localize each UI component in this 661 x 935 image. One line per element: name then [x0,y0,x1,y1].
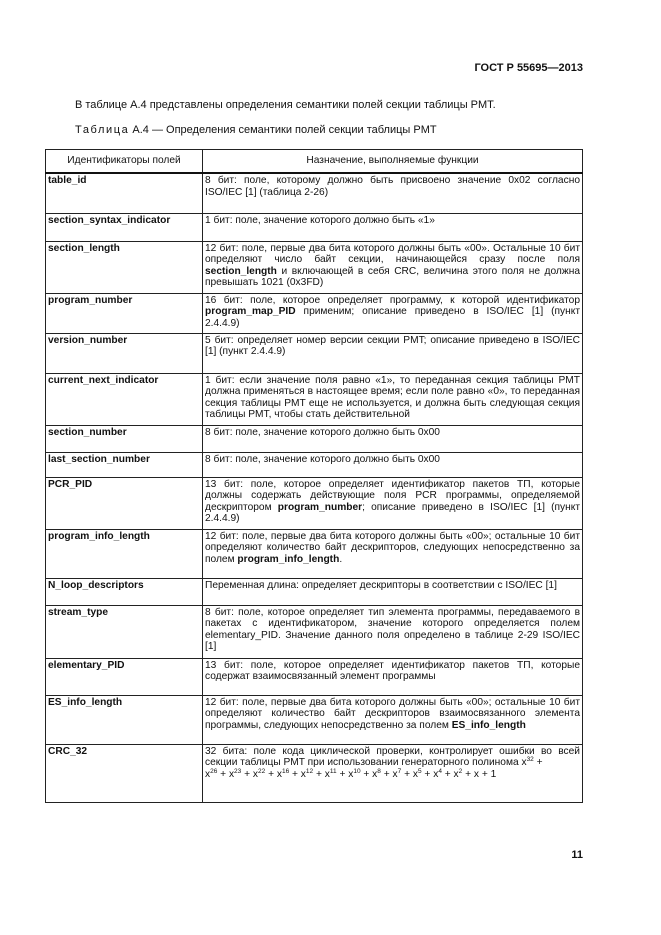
field-description: 5 бит: определяет номер версии секции PMT; описание приведено в ISO/IEC [1] (пункт 2.4.4.9) [203,333,583,373]
crc-polynomial: $x^{26} + x^{23} + x^{22} + x^{16} + x^{12} + x^{11} + x^{10} + x^8 + x^7 + x^5 + x^4 + x^2 + x + 1$ [205,767,497,780]
intro-paragraph: В таблице А.4 представлены определения семантики полей секции таблицы PMT. [75,99,496,111]
field-name: program_info_length [46,529,203,578]
field-name: ES_info_length [46,695,203,744]
field-description: Переменная длина: определяет дескрипторы в соответствии с ISO/IEC [1] [203,578,583,605]
field-description: 13 бит: поле, которое определяет идентификатор пакетов ТП, которые должны содержать действующие поля PCR программы, определяемой дескриптором program_number; описание приведено в ISO/IEC [1] (пункт 2.4.4.9) [203,477,583,529]
field-name: N_loop_descriptors [46,578,203,605]
field-name: current_next_indicator [46,373,203,425]
table-row [46,578,583,605]
field-description: 13 бит: поле, которое определяет идентификатор пакетов ТП, которые содержат взаимосвязанный элемент программы [203,658,583,695]
document-header-code: ГОСТ Р 55695—2013 [474,62,583,74]
caption-text: А.4 — Определения семантики полей секции таблицы PMT [132,124,437,136]
field-description: 1 бит: поле, значение которого должно быть «1» [203,213,583,241]
column-header-purpose: Назначение, выполняемые функции [203,150,583,174]
table-row [46,173,583,213]
field-name: program_number [46,293,203,333]
table-caption [75,124,437,136]
field-name: version_number [46,333,203,373]
field-description: 16 бит: поле, которое определяет программу, к которой идентификатор program_map_PID применим; описание приведено в ISO/IEC [1] (пункт 2.4.4.9) [203,293,583,333]
field-description: 12 бит: поле, первые два бита которого должны быть «00»; остальные 10 бит определяют количество байт дескрипторов, следующих непосредственно за полем program_info_length. [203,529,583,578]
table-row [46,241,583,293]
column-header-identifiers: Идентификаторы полей [46,150,203,174]
table-header-row [46,150,583,174]
table-row [46,213,583,241]
field-description: 32 бита: поле кода циклической проверки, контролирует ошибки во всей секции таблицы PMT при использовании генераторного полинома $x^{32}$ + $x^{26} + x^{23} + x^{22} + x^{16} + x^{12} + x^{11} + x^{10} + x^8 + x^7 + x^5 + x^4 + x^2 + x + 1$ [203,744,583,802]
table-row [46,695,583,744]
field-name: section_length [46,241,203,293]
table-row [46,744,583,802]
table-row [46,373,583,425]
table-row [46,477,583,529]
table-row [46,425,583,452]
caption-prefix: Таблица [75,124,130,136]
field-description: 12 бит: поле, первые два бита которого должны быть «00». Остальные 10 бит определяют число байт секции, начинающейся сразу после поля section_length и включающей в себя CRC, величина этого поля не должна превышать 1021 (0x3FD) [203,241,583,293]
pmt-semantics-table [45,149,583,803]
table-row [46,293,583,333]
field-name: stream_type [46,605,203,658]
field-name: PCR_PID [46,477,203,529]
page-number: 11 [571,849,583,861]
table-row [46,658,583,695]
field-name: CRC_32 [46,744,203,802]
table-row [46,529,583,578]
field-description: 8 бит: поле, значение которого должно быть 0x00 [203,452,583,477]
field-name: section_syntax_indicator [46,213,203,241]
table-row [46,333,583,373]
field-description: 1 бит: если значение поля равно «1», то переданная секция таблицы PMT должна применяться в настоящее время; если поле равно «0», то переданная секция таблицы PMT еще не используется, и должна быть следующая секция таблицы PMT, чтобы стать действительной [203,373,583,425]
field-description: 8 бит: поле, которому должно быть присвоено значение 0x02 согласно ISO/IEC [1] (таблица 2-26) [203,173,583,213]
field-name: last_section_number [46,452,203,477]
table-row [46,452,583,477]
field-description: 12 бит: поле, первые два бита которого должны быть «00»; остальные 10 бит определяют количество байт дескрипторов взаимосвязанного элемента программы, следующих непосредственно за полем ES_info_length [203,695,583,744]
field-description: 8 бит: поле, которое определяет тип элемента программы, передаваемого в пакетах с идентификатором, значение которого определяется полем elementary_PID. Значение данного поля определено в таблице 2-29 ISO/IEC [1] [203,605,583,658]
field-name: elementary_PID [46,658,203,695]
field-name: section_number [46,425,203,452]
field-description: 8 бит: поле, значение которого должно быть 0x00 [203,425,583,452]
table-row [46,605,583,658]
field-name: table_id [46,173,203,213]
